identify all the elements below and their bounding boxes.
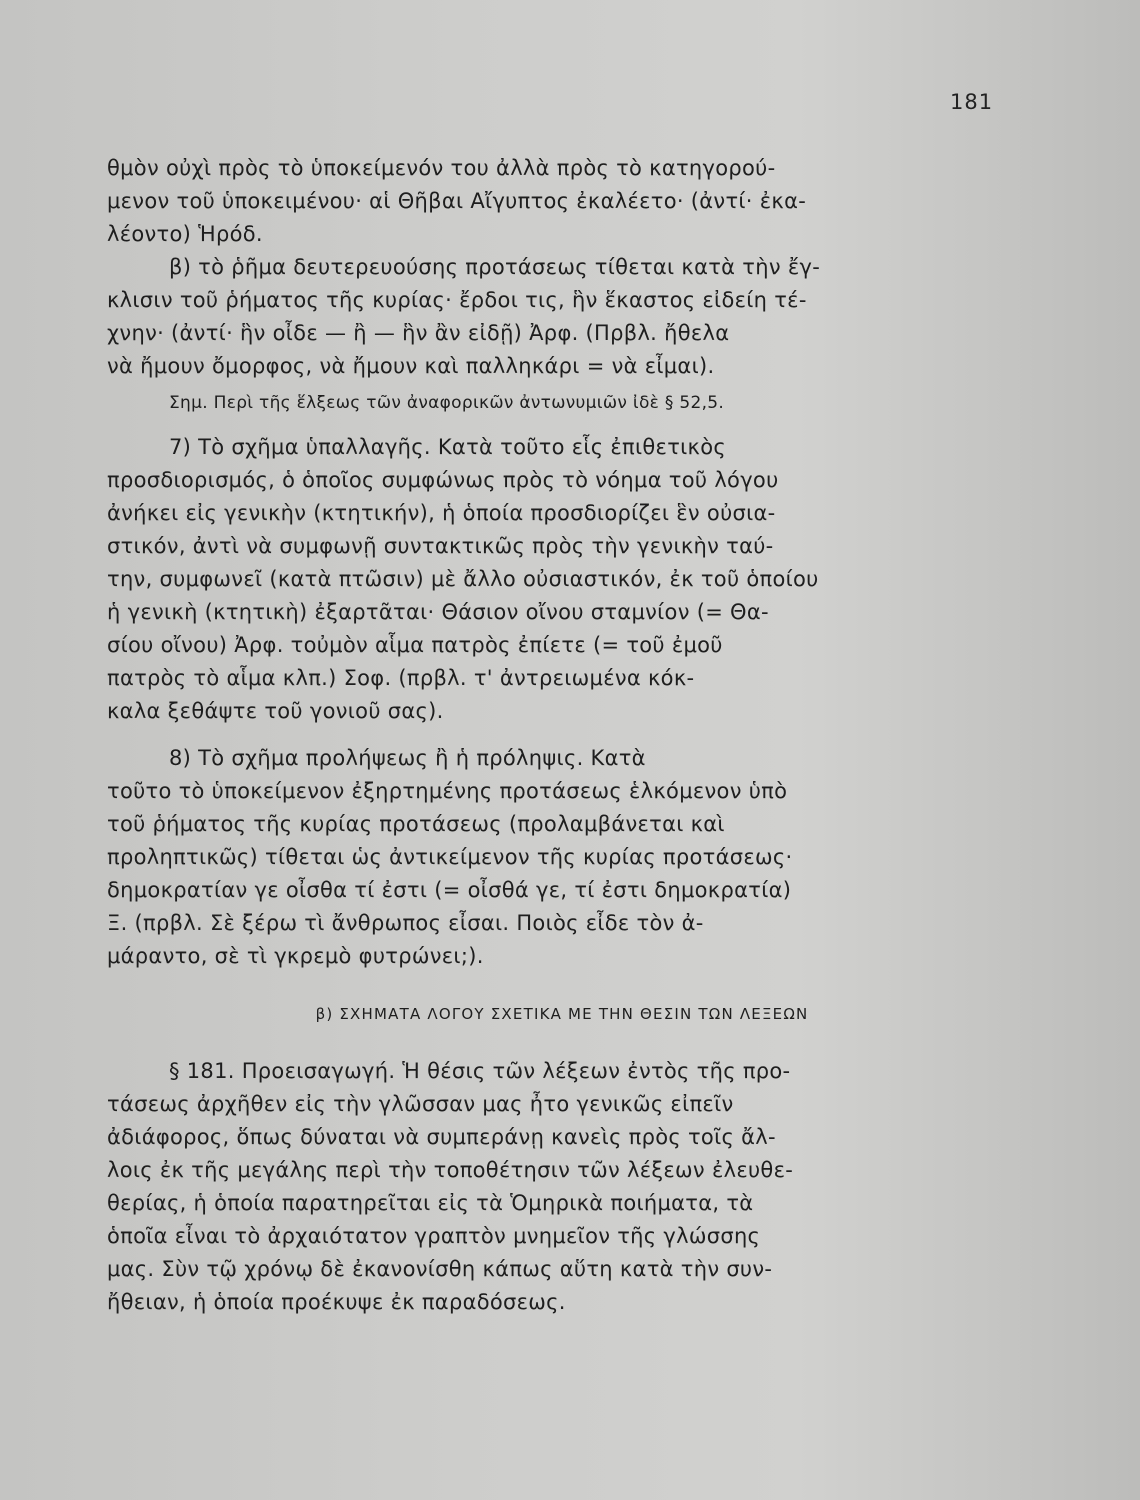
text-line: ἤθειαν, ἡ ὁποία προέκυψε ἐκ παραδόσεως. (107, 1290, 566, 1314)
page-number: 181 (950, 90, 994, 114)
text-line: κλισιν τοῦ ῥήματος τῆς κυρίας· ἔρδοι τις, ἣν ἕκαστος εἰδείη τέ- (107, 288, 807, 312)
text-line: β) τὸ ῥῆμα δευτερευούσης προτάσεως τίθεται κατὰ τὴν ἔγ- (169, 255, 821, 279)
section-181-title: § 181. Προεισαγωγή. Ἡ θέσις τῶν λέξεων ἐντὸς τῆς προ- (169, 1059, 791, 1083)
text-line: τοῦτο τὸ ὑποκείμενον ἐξηρτημένης προτάσεως ἑλκόμενον ὑπὸ (107, 779, 788, 803)
text-line: ὁποῖα εἶναι τὸ ἀρχαιότατον γραπτὸν μνημεῖον τῆς γλώσσης (107, 1224, 761, 1248)
text-line: δημοκρατίαν γε οἶσθα τί ἐστι (= οἶσθά γε, τί ἐστι δημοκρατία) (107, 878, 792, 902)
text-line: μενον τοῦ ὑποκειμένου· αἱ Θῆβαι Αἴγυπτος ἐκαλέετο· (ἀντί· ἐκα- (107, 189, 807, 213)
subsection-heading: β) ΣΧΗΜΑΤΑ ΛΟΓΟΥ ΣΧΕΤΙΚΑ ΜΕ ΤΗΝ ΘΕΣΙΝ ΤΩΝ ΛΕΞΕΩΝ (315, 1005, 809, 1023)
text-line: χνην· (ἀντί· ἣν οἶδε — ἢ — ἣν ἂν εἰδῇ) Ἀρφ. (Πρβλ. ἤθελα (107, 321, 730, 345)
text-line: ἀνήκει εἰς γενικὴν (κτητικήν), ἡ ὁποία προσδιορίζει ἓν οὐσια- (107, 501, 776, 525)
text-line: σίου οἴνου) Ἀρφ. τοὐμὸν αἷμα πατρὸς ἐπίετε (= τοῦ ἐμοῦ (107, 633, 723, 657)
text-line: καλα ξεθάψτε τοῦ γονιοῦ σας). (107, 699, 444, 723)
text-line: πατρὸς τὸ αἷμα κλπ.) Σοφ. (πρβλ. τ' ἀντρειωμένα κόκ- (107, 666, 695, 690)
text-line: τοῦ ῥήματος τῆς κυρίας προτάσεως (προλαμβάνεται καὶ (107, 812, 725, 836)
text-line: Ξ. (πρβλ. Σὲ ξέρω τὶ ἄνθρωπος εἶσαι. Ποιὸς εἶδε τὸν ἀ- (107, 911, 704, 935)
text-line: λοις ἐκ τῆς μεγάλης περὶ τὴν τοποθέτησιν τῶν λέξεων ἐλευθε- (107, 1158, 794, 1182)
text-line: μας. Σὺν τῷ χρόνῳ δὲ ἐκανονίσθη κάπως αὕτη κατὰ τὴν συν- (107, 1257, 773, 1281)
body-text (107, 152, 1007, 1352)
text-line (107, 1319, 1007, 1352)
section-7-title: 7) Τὸ σχῆμα ὑπαλλαγῆς. Κατὰ τοῦτο εἷς ἐπιθετικὸς (169, 435, 726, 459)
text-line: την, συμφωνεῖ (κατὰ πτῶσιν) μὲ ἄλλο οὐσιαστικόν, ἐκ τοῦ ὁποίου (107, 567, 819, 591)
text-line: μάραντο, σὲ τὶ γκρεμὸ φυτρώνει;). (107, 944, 484, 968)
text-line: θμὸν οὐχὶ πρὸς τὸ ὑποκείμενόν του ἀλλὰ πρὸς τὸ κατηγορού- (107, 156, 776, 180)
text-line: προληπτικῶς) τίθεται ὡς ἀντικείμενον τῆς κυρίας προτάσεως· (107, 845, 793, 869)
text-line: ἀδιάφορος, ὅπως δύναται νὰ συμπεράνῃ κανεὶς πρὸς τοῖς ἄλ- (107, 1125, 776, 1149)
text-line: στικόν, ἀντὶ νὰ συμφωνῇ συντακτικῶς πρὸς τὴν γενικὴν ταύ- (107, 534, 774, 558)
text-line: λέοντο) Ἡρόδ. (107, 222, 263, 246)
text-line: θερίας, ἡ ὁποία παρατηρεῖται εἰς τὰ Ὁμηρικὰ ποιήματα, τὰ (107, 1191, 754, 1215)
text-line: προσδιορισμός, ὁ ὁποῖος συμφώνως πρὸς τὸ νόημα τοῦ λόγου (107, 468, 779, 492)
section-8-title: 8) Τὸ σχῆμα προλήψεως ἢ ἡ πρόληψις. Κατὰ (169, 746, 646, 770)
note-line: Σημ. Περὶ τῆς ἕλξεως τῶν ἀναφορικῶν ἀντωνυμιῶν ἰδὲ § 52,5. (169, 393, 725, 413)
text-line: ἡ γενικὴ (κτητικὴ) ἐξαρτᾶται· Θάσιον οἴνου σταμνίον (= Θα- (107, 600, 769, 624)
text-line: τάσεως ἀρχῆθεν εἰς τὴν γλῶσσαν μας ἦτο γενικῶς εἰπεῖν (107, 1092, 734, 1116)
text-line: νὰ ἤμουν ὄμορφος, νὰ ἤμουν καὶ παλληκάρι = νὰ εἶμαι). (107, 354, 715, 378)
